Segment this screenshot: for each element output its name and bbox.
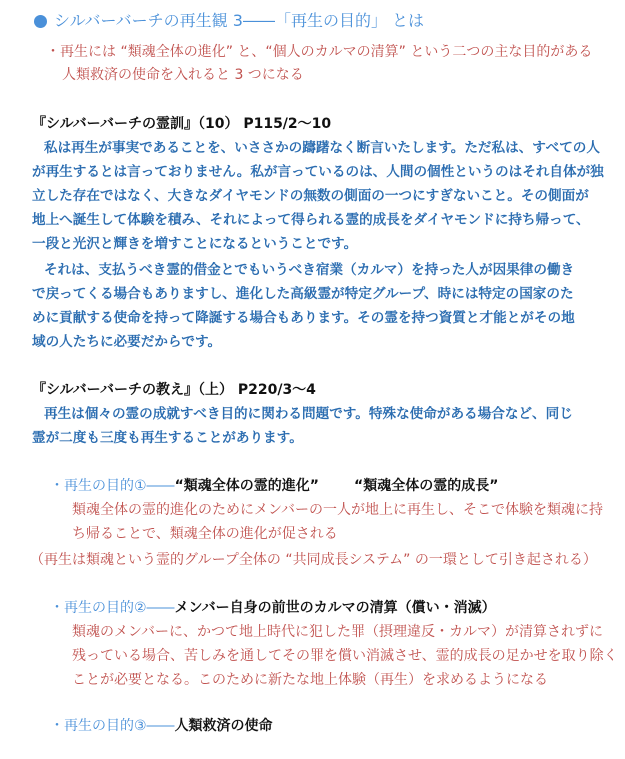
quote1-line: 域の人たちに必要だからです。 [32,334,222,350]
purpose1-line: ち帰ることで、類魂全体の進化が促される [72,526,338,542]
quote2-source: 『シルバーバーチの教え』（上） P220/3～4 [32,382,316,398]
summary-line-2: 人類救済の使命を入れると 3 つになる [62,67,304,83]
purpose2-label: ・再生の目的②―― [50,600,175,616]
purpose1-note: （再生は類魂という霊的グループ全体の “共同成長システム” の一環として引き起される） [30,552,597,568]
quote2-line: 再生は個々の霊の成就すべき目的に関わる問題です。特殊な使命がある場合など、同じ [44,406,573,422]
quote1-line: 私は再生が事実であることを、いささかの躊躇なく断言いたします。ただ私は、すべての人 [44,140,600,156]
purpose2-title: メンバー自身の前世のカルマの清算（償い・消滅） [174,600,496,616]
purpose1-line: 類魂全体の霊的進化のためにメンバーの一人が地上に再生し、そこで体験を類魂に持 [72,502,604,518]
purpose3-label: ・再生の目的③―― [50,718,175,734]
quote1-line: で戻ってくる場合もありますし、進化した高級霊が特定グループ、時には特定の国家のた [32,286,574,302]
purpose2-line: 類魂のメンバーに、かつて地上時代に犯した罪（摂理違反・カルマ）が清算されずに [72,624,604,640]
bullet-dot-icon [34,15,47,28]
purpose2-line: 残っている場合、苦しみを通してその罪を償い消滅させ、霊的成長の足かせを取り除く [72,648,618,664]
quote1-line: が再生するとは言っておりません。私が言っているのは、人間の個性というのはそれ自体が独 [32,164,604,180]
purpose2-line: ことが必要となる。このために新たな地上体験（再生）を求めるようになる [72,672,548,688]
quote1-line: 一段と光沢と輝きを増すことになるということです。 [32,236,358,252]
quote1-line: 地上へ誕生して体験を積み、それによって得られる霊的成長をダイヤモンドに持ち帰って、 [32,212,590,228]
purpose2-heading [50,598,496,618]
purpose1-title-b: “類魂全体の霊的成長” [354,478,499,494]
quote1-line: それは、支払うべき霊的借金とでもいうべき宿業（カルマ）を持った人が因果律の働き [44,262,575,278]
purpose1-label: ・再生の目的①―― [50,478,175,494]
quote1-source: 『シルバーバーチの霊訓』（10） P115/2～10 [32,116,332,132]
page-title: シルバーバーチの再生観 3――「再生の目的」 とは [54,11,425,30]
purpose3-heading [50,716,273,736]
summary-line-1: ・再生には “類魂全体の進化” と、“個人のカルマの清算” という二つの主な目的がある [46,44,593,60]
purpose1-heading [50,476,319,496]
purpose3-title: 人類救済の使命 [174,718,273,734]
quote2-line: 霊が二度も三度も再生することがあります。 [32,430,303,446]
quote1-line: めに貢献する使命を持って降誕する場合もあります。その霊を持つ資質と才能とがその地 [32,310,575,326]
quote1-line: 立した存在ではなく、大きなダイヤモンドの無数の側面の一つにすぎないこと。その側面が [32,188,589,204]
purpose1-title-a: “類魂全体の霊的進化” [174,478,319,494]
